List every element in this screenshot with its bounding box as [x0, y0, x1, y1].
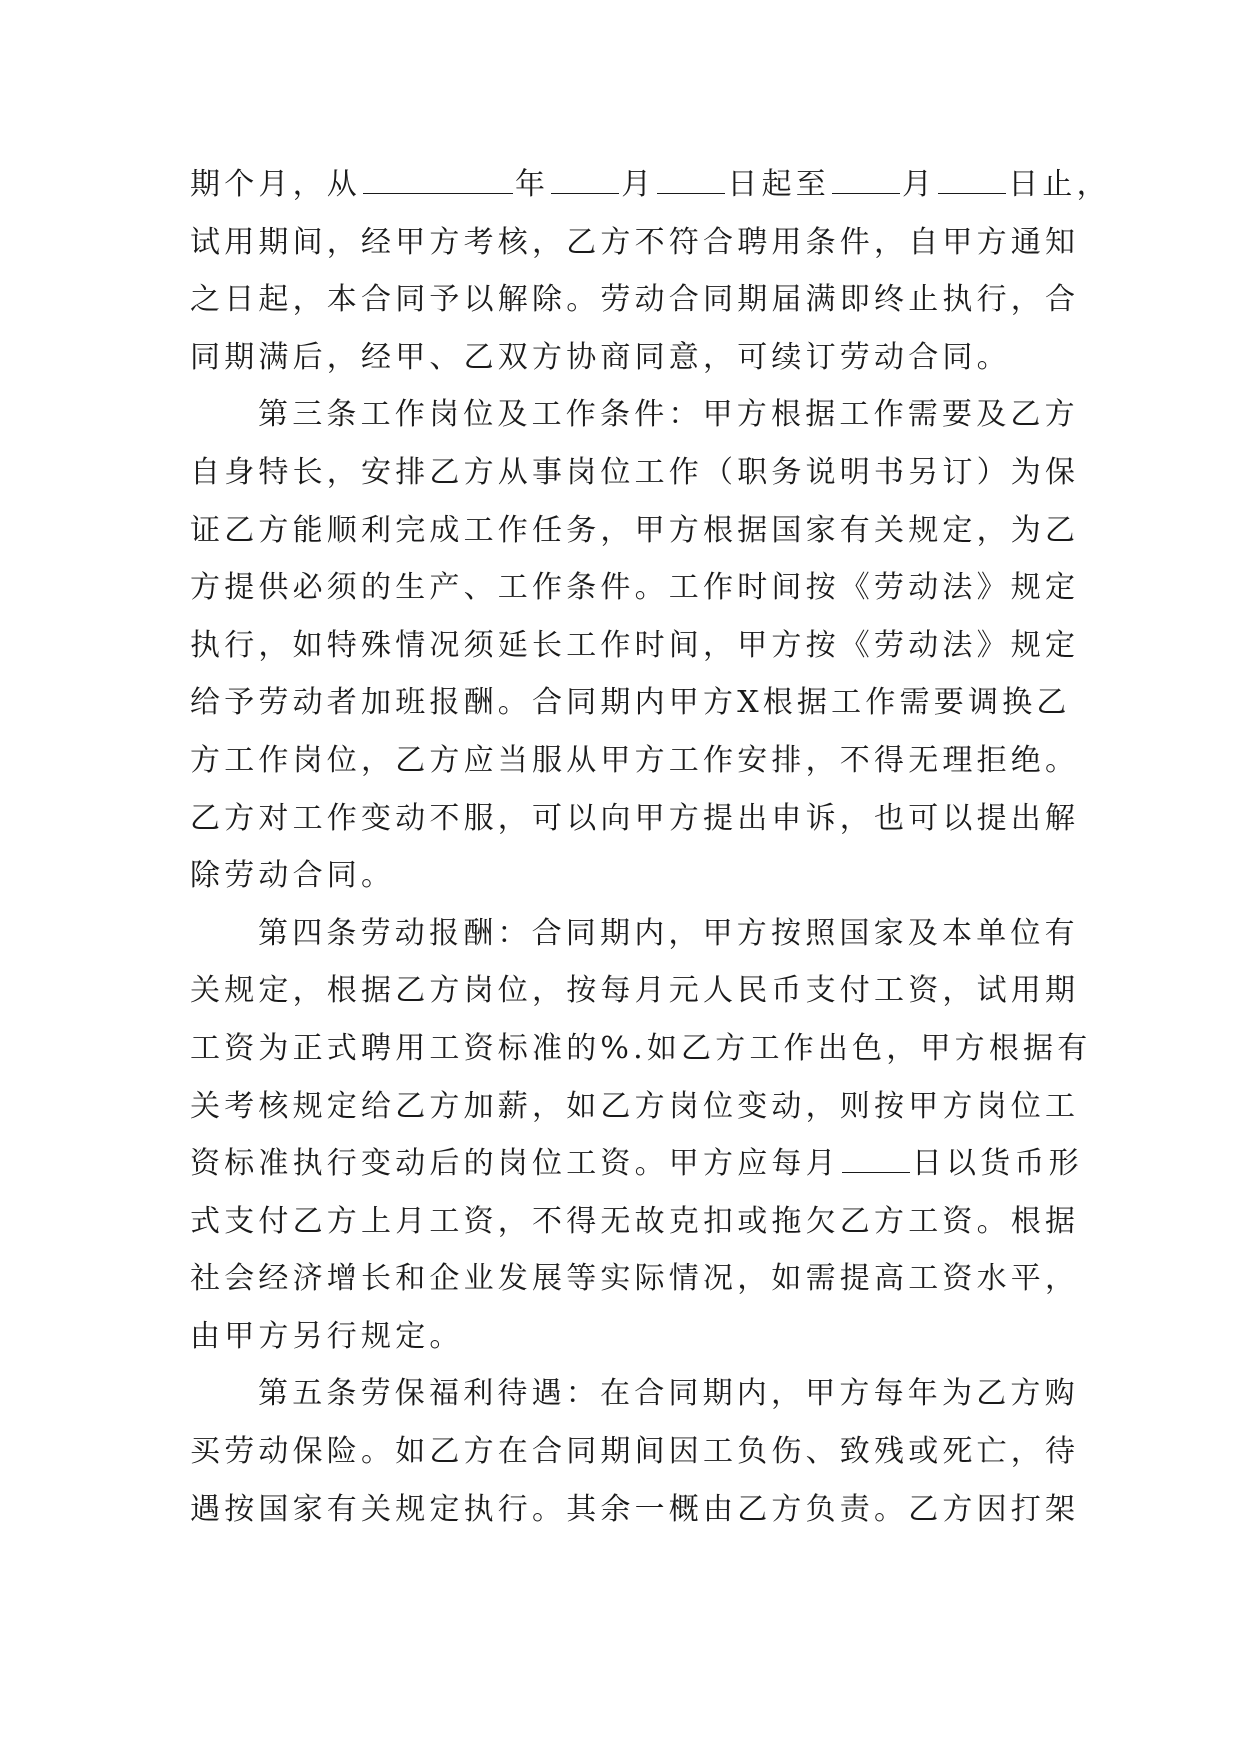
article-4-heading-line: 第四条劳动报酬：合同期内，甲方按照国家及本单位有: [258, 915, 1079, 951]
text-line: 社会经济增长和企业发展等实际情况，如需提高工资水平，: [190, 1261, 1080, 1297]
text-line: 给予劳动者加班报酬。合同期内甲方X根据工作需要调换乙: [190, 685, 1071, 721]
text-line: 式支付乙方上月工资，不得无故克扣或拖欠乙方工资。根据: [190, 1203, 1080, 1239]
text-line: [190, 156, 1111, 214]
day-blank: [938, 157, 1006, 194]
text-line: 乙方对工作变动不服，可以向甲方提出申诉，也可以提出解: [190, 800, 1080, 836]
text-segment: 日起至: [727, 167, 831, 202]
text-segment: 资标准执行变动后的岗位工资。甲方应每月: [190, 1146, 840, 1182]
article-5-heading-line: 第五条劳保福利待遇：在合同期内，甲方每年为乙方购: [258, 1376, 1079, 1412]
text-segment: 期个月，从: [190, 167, 361, 202]
text-line: 执行，如特殊情况须延长工作时间，甲方按《劳动法》规定: [190, 627, 1080, 663]
text-line: 同期满后，经甲、乙双方协商同意，可续订劳动合同。: [190, 339, 1011, 375]
pay-day-blank: [842, 1136, 910, 1173]
text-line: 由甲方另行规定。: [190, 1318, 464, 1354]
contract-body: [190, 156, 1111, 1538]
text-line: 关规定，根据乙方岗位，按每月元人民币支付工资，试用期: [190, 973, 1080, 1009]
text-segment: 日以货币形: [911, 1146, 1083, 1182]
text-line: 证乙方能顺利完成工作任务，甲方根据国家有关规定，为乙: [190, 512, 1080, 548]
month-blank: [551, 157, 619, 194]
text-segment: 月: [621, 167, 656, 202]
text-line: 工资为正式聘用工资标准的%.如乙方工作出色，甲方根据有: [190, 1030, 1092, 1066]
text-line: 关考核规定给乙方加薪，如乙方岗位变动，则按甲方岗位工: [190, 1088, 1080, 1124]
text-line: 自身特长，安排乙方从事岗位工作（职务说明书另订）为保: [190, 454, 1080, 490]
text-segment: 月: [902, 167, 937, 202]
text-line: 买劳动保险。如乙方在合同期间因工负伤、致残或死亡，待: [190, 1434, 1080, 1470]
text-line: 方工作岗位，乙方应当服从甲方工作安排，不得无理拒绝。: [190, 742, 1080, 778]
article-3-heading-line: 第三条工作岗位及工作条件：甲方根据工作需要及乙方: [258, 397, 1079, 433]
text-line: 遇按国家有关规定执行。其余一概由乙方负责。乙方因打架: [190, 1491, 1080, 1527]
text-segment: 日止，: [1008, 167, 1111, 202]
month-blank: [832, 157, 900, 194]
text-line: 除劳动合同。: [190, 858, 396, 894]
day-blank: [657, 157, 725, 194]
text-line: 之日起，本合同予以解除。劳动合同期届满即终止执行，合: [190, 282, 1080, 318]
text-line: [190, 1135, 1083, 1193]
text-line: 试用期间，经甲方考核，乙方不符合聘用条件，自甲方通知: [190, 224, 1080, 260]
year-blank: [363, 157, 513, 194]
text-line: 方提供必须的生产、工作条件。工作时间按《劳动法》规定: [190, 570, 1080, 606]
text-segment: 年: [515, 167, 550, 202]
